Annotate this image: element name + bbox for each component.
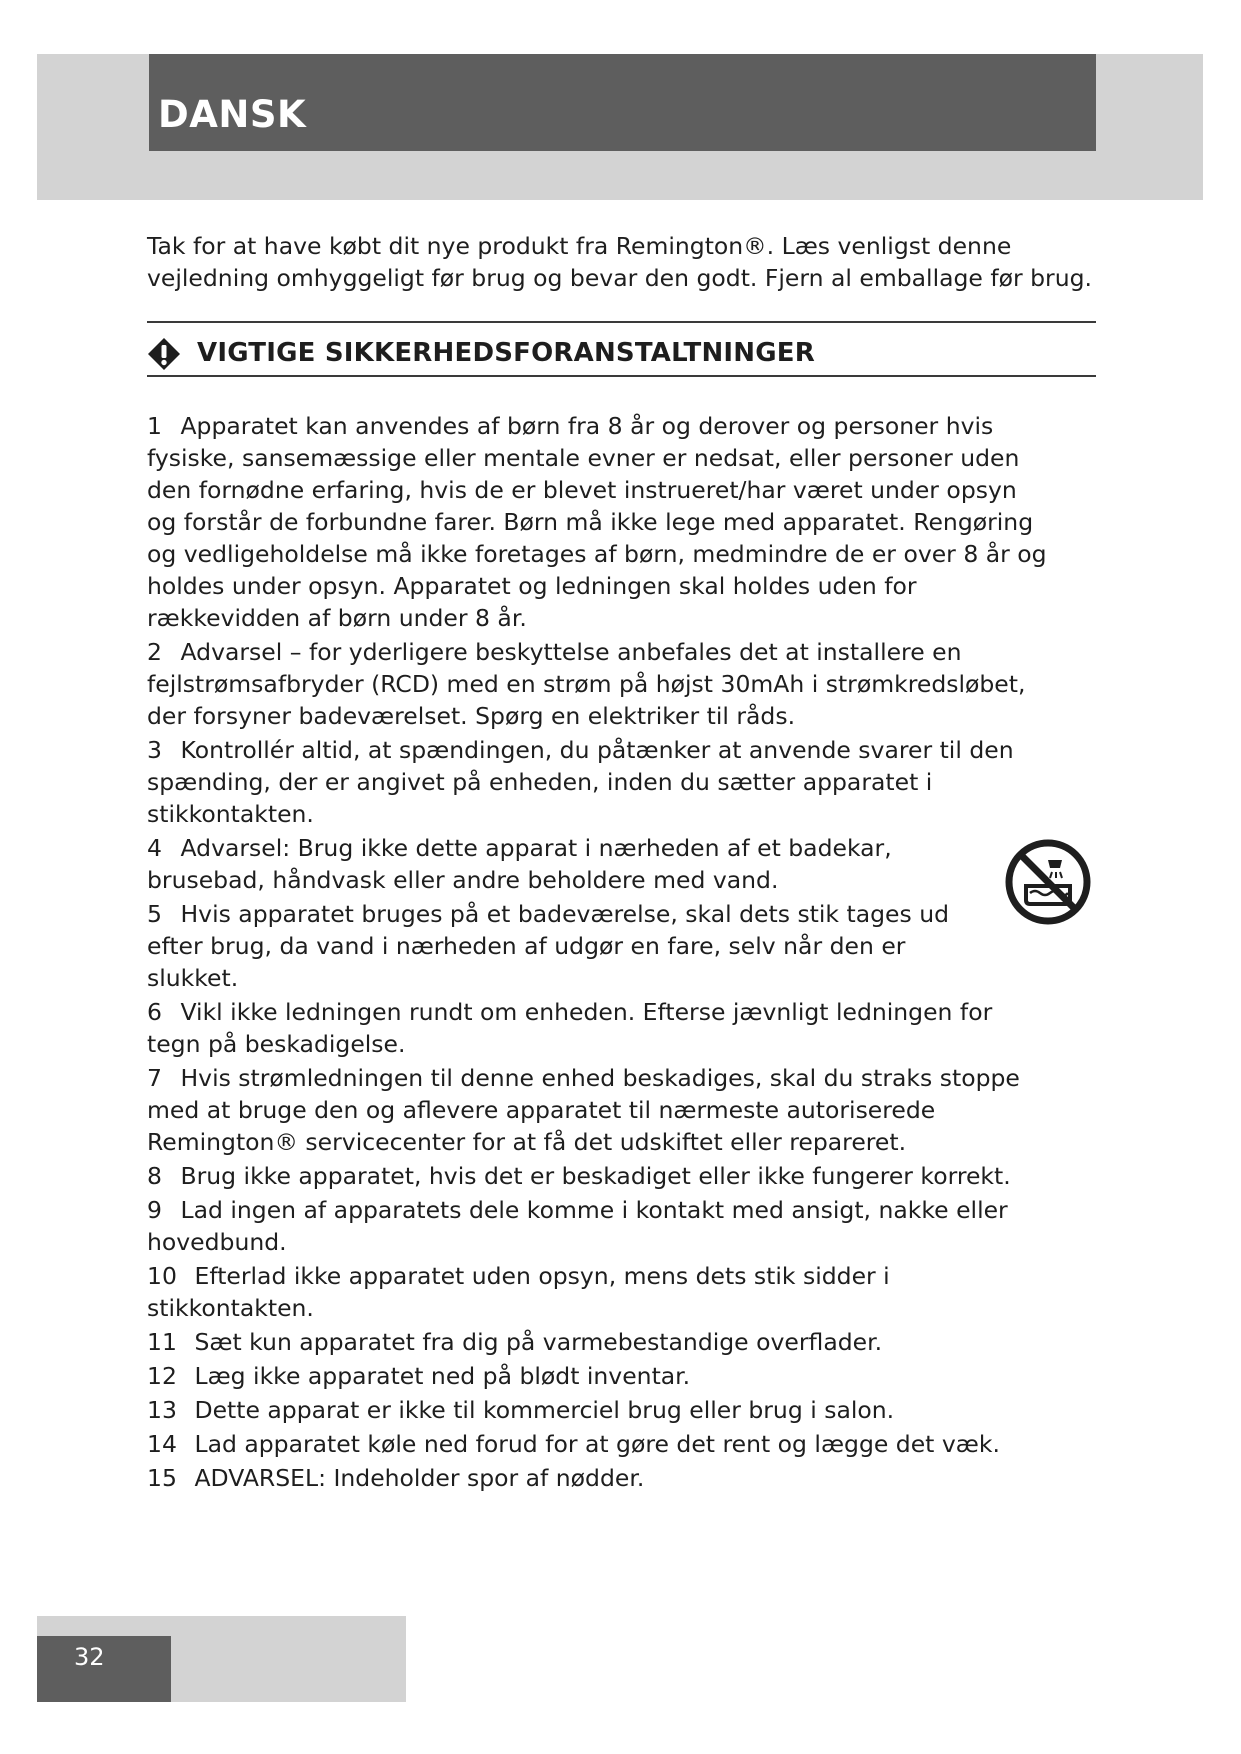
list-item (147, 410, 1047, 634)
list-item (147, 636, 1047, 732)
item-number: 11 (147, 1328, 177, 1356)
list-item (147, 1326, 1047, 1358)
item-text: Advarsel: Brug ikke dette apparat i nærheden af et badekar, brusebad, håndvask eller andre beholdere med vand. (147, 834, 892, 894)
item-number: 13 (147, 1396, 177, 1424)
item-text: Advarsel – for yderligere beskyttelse anbefales det at installere en fejlstrømsafbryder (RCD) med en strøm på højst 30mAh i strømkredsløbet, der forsyner badeværelset. Spørg en elektriker til råds. (147, 638, 1026, 730)
item-number: 6 (147, 998, 162, 1026)
item-text: Kontrollér altid, at spændingen, du påtænker at anvende svarer til den spænding, der er angivet på enheden, inden du sætter apparatet i stikkontakten. (147, 736, 1014, 828)
section-title: VIGTIGE SIKKERHEDSFORANSTALTNINGER (197, 338, 815, 368)
warning-diamond-icon (147, 337, 181, 371)
item-number: 7 (147, 1064, 162, 1092)
item-text: Brug ikke apparatet, hvis det er beskadiget eller ikke fungerer korrekt. (180, 1162, 1011, 1190)
list-item (147, 1260, 1047, 1324)
list-item (147, 898, 997, 994)
list-item (147, 1160, 1047, 1192)
list-item (147, 832, 947, 896)
safety-list (147, 410, 1047, 1496)
section-rule-bottom (147, 375, 1096, 377)
item-text: Lad ingen af apparatets dele komme i kontakt med ansigt, nakke eller hovedbund. (147, 1196, 1008, 1256)
item-number: 9 (147, 1196, 162, 1224)
item-text: ADVARSEL: Indeholder spor af nødder. (194, 1464, 645, 1492)
item-text: Hvis apparatet bruges på et badeværelse, skal dets stik tages ud efter brug, da vand i nærheden af udgør en fare, selv når den er slukket. (147, 900, 950, 992)
list-item (147, 996, 1047, 1060)
no-water-bath-icon (1004, 838, 1092, 926)
section-rule-top (147, 321, 1096, 323)
item-text: Hvis strømledningen til denne enhed beskadiges, skal du straks stoppe med at bruge den og aflevere apparatet til nærmeste autoriserede Remington® servicecenter for at få det udskiftet eller repareret. (147, 1064, 1020, 1156)
item-text: Dette apparat er ikke til kommerciel brug eller brug i salon. (194, 1396, 895, 1424)
item-number: 12 (147, 1362, 177, 1390)
language-title: DANSK (158, 93, 307, 136)
item-text: Lad apparatet køle ned forud for at gøre det rent og lægge det væk. (194, 1430, 1000, 1458)
list-item (147, 1428, 1047, 1460)
list-item (147, 1360, 1047, 1392)
item-number: 5 (147, 900, 162, 928)
intro-paragraph: Tak for at have købt dit nye produkt fra Remington®. Læs venligst denne vejledning omhyggeligt før brug og bevar den godt. Fjern al emballage før brug. (147, 232, 1092, 292)
list-item (147, 1462, 1047, 1494)
item-text: Vikl ikke ledningen rundt om enheden. Efterse jævnligt ledningen for tegn på beskadigelse. (147, 998, 993, 1058)
item-number: 3 (147, 736, 162, 764)
list-item (147, 734, 1047, 830)
item-text: Efterlad ikke apparatet uden opsyn, mens dets stik sidder i stikkontakten. (147, 1262, 890, 1322)
item-text: Apparatet kan anvendes af børn fra 8 år og derover og personer hvis fysiske, sansemæssige eller mentale evner er nedsat, eller personer uden den fornødne erfaring, hvis de er blevet instrueret/har været under opsyn og forstår de forbundne farer. Børn må ikke lege med apparatet. Rengøring og vedligeholdelse må ikke foretages af børn, medmindre de er over 8 år og holdes under opsyn. Apparatet og ledningen skal holdes uden for rækkevidden af børn under 8 år. (147, 412, 1047, 632)
item-number: 4 (147, 834, 162, 862)
item-number: 8 (147, 1162, 162, 1190)
item-text: Sæt kun apparatet fra dig på varmebestandige overflader. (194, 1328, 883, 1356)
page-number: 32 (74, 1643, 105, 1671)
item-number: 10 (147, 1262, 177, 1290)
list-item (147, 1194, 1047, 1258)
item-number: 1 (147, 412, 162, 440)
list-item (147, 1062, 1047, 1158)
item-number: 14 (147, 1430, 177, 1458)
item-number: 15 (147, 1464, 177, 1492)
item-text: Læg ikke apparatet ned på blødt inventar. (194, 1362, 691, 1390)
item-number: 2 (147, 638, 162, 666)
list-item (147, 1394, 1047, 1426)
